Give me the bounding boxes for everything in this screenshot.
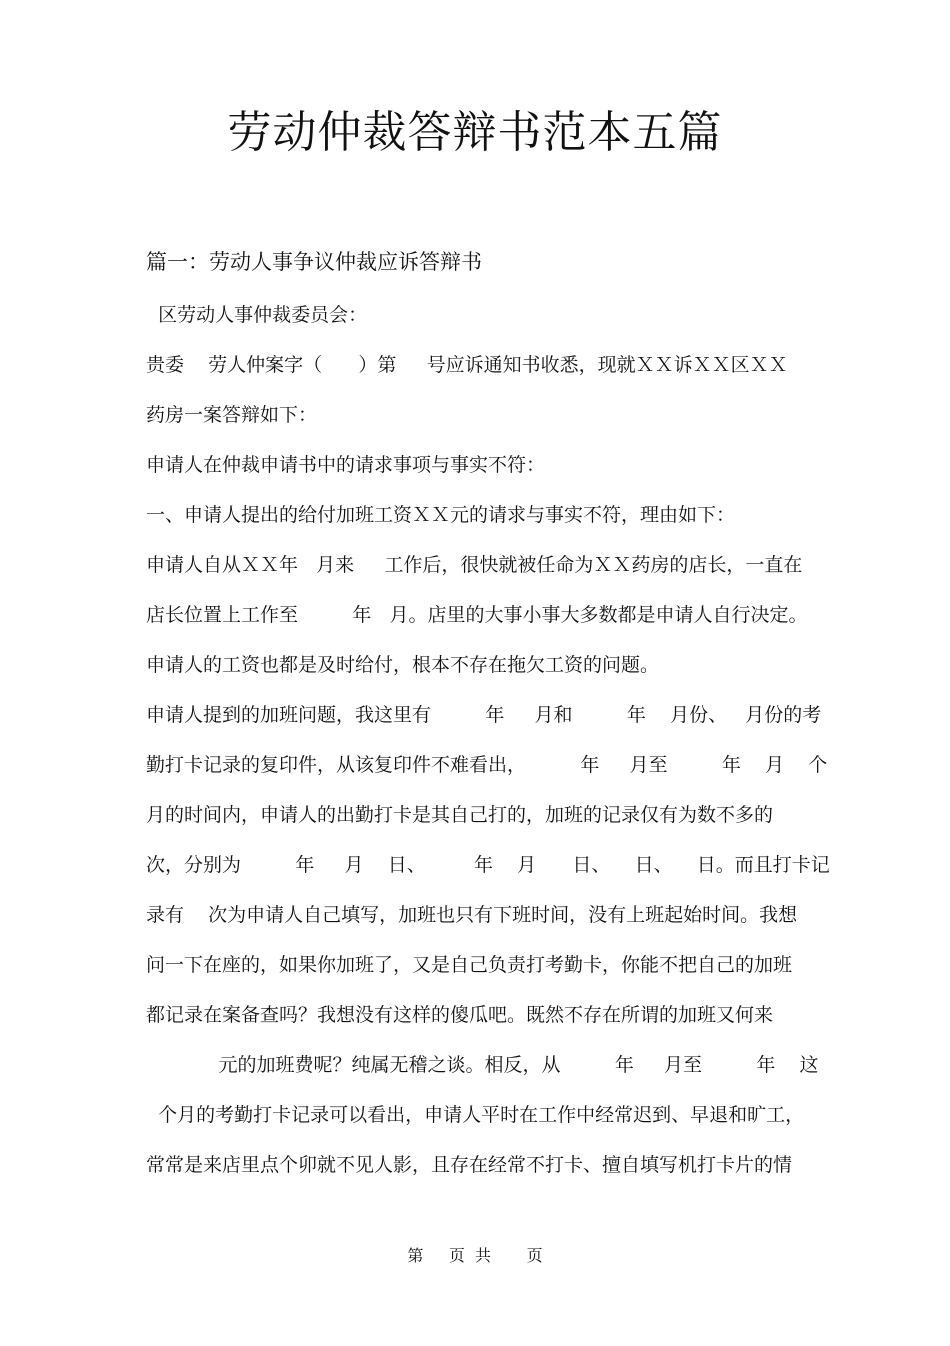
paragraph-line: 常常是来店里点个卯就不见人影，且存在经常不打卡、擅自填写机打卡片的情 xyxy=(146,1154,793,1176)
paragraph-line: 申请人的工资也都是及时给付，根本不存在拖欠工资的问题。 xyxy=(146,654,660,676)
paragraph-line: 药房一案答辩如下： xyxy=(146,404,318,426)
paragraph-line: 勤打卡记录的复印件，从该复印件不难看出， 年 月至 年 月 个 xyxy=(146,754,828,776)
paragraph-line: 录有 次为申请人自己填写，加班也只有下班时间，没有上班起始时间。我想 xyxy=(146,904,798,926)
paragraph-line: 元的加班费呢？纯属无稽之谈。相反，从 年 月至 年 这 xyxy=(146,1054,819,1076)
paragraph-line: 一、申请人提出的给付加班工资ＸＸ元的请求与事实不符，理由如下： xyxy=(146,504,736,526)
page-footer: 第 页 共 页 xyxy=(407,1246,543,1265)
paragraph-line: 申请人提到的加班问题，我这里有 年 月和 年 月份、 月份的考 xyxy=(146,704,822,726)
paragraph-line: 问一下在座的，如果你加班了，又是自己负责打考勤卡，你能不把自己的加班 xyxy=(146,954,793,976)
paragraph-line: 申请人在仲裁申请书中的请求事项与事实不符： xyxy=(146,454,546,476)
paragraph-line: 个月的考勤打卡记录可以看出，申请人平时在工作中经常迟到、早退和旷工， xyxy=(146,1104,805,1126)
paragraph-line: 申请人自从ＸＸ年 月来 工作后，很快就被任命为ＸＸ药房的店长，一直在 xyxy=(146,554,803,576)
section-heading: 篇一：劳动人事争议仲裁应诉答辩书 xyxy=(146,250,482,274)
paragraph-line: 月的时间内，申请人的出勤打卡是其自己打的，加班的记录仅有为数不多的 xyxy=(146,804,774,826)
document-title: 劳动仲裁答辩书范本五篇 xyxy=(227,107,723,158)
paragraph-line: 区劳动人事仲裁委员会： xyxy=(146,304,368,326)
paragraph-line: 都记录在案备查吗？我想没有这样的傻瓜吧。既然不存在所谓的加班又何来 xyxy=(146,1004,774,1026)
paragraph-line: 贵委 劳人仲案字（ ）第 号应诉通知书收悉，现就ＸＸ诉ＸＸ区ＸＸ xyxy=(146,354,788,376)
paragraph-line: 店长位置上工作至 年 月。店里的大事小事大多数都是申请人自行决定。 xyxy=(146,604,808,626)
paragraph-line: 次，分别为 年 月 日、 年 月 日、 日、 日。而且打卡记 xyxy=(146,854,830,876)
